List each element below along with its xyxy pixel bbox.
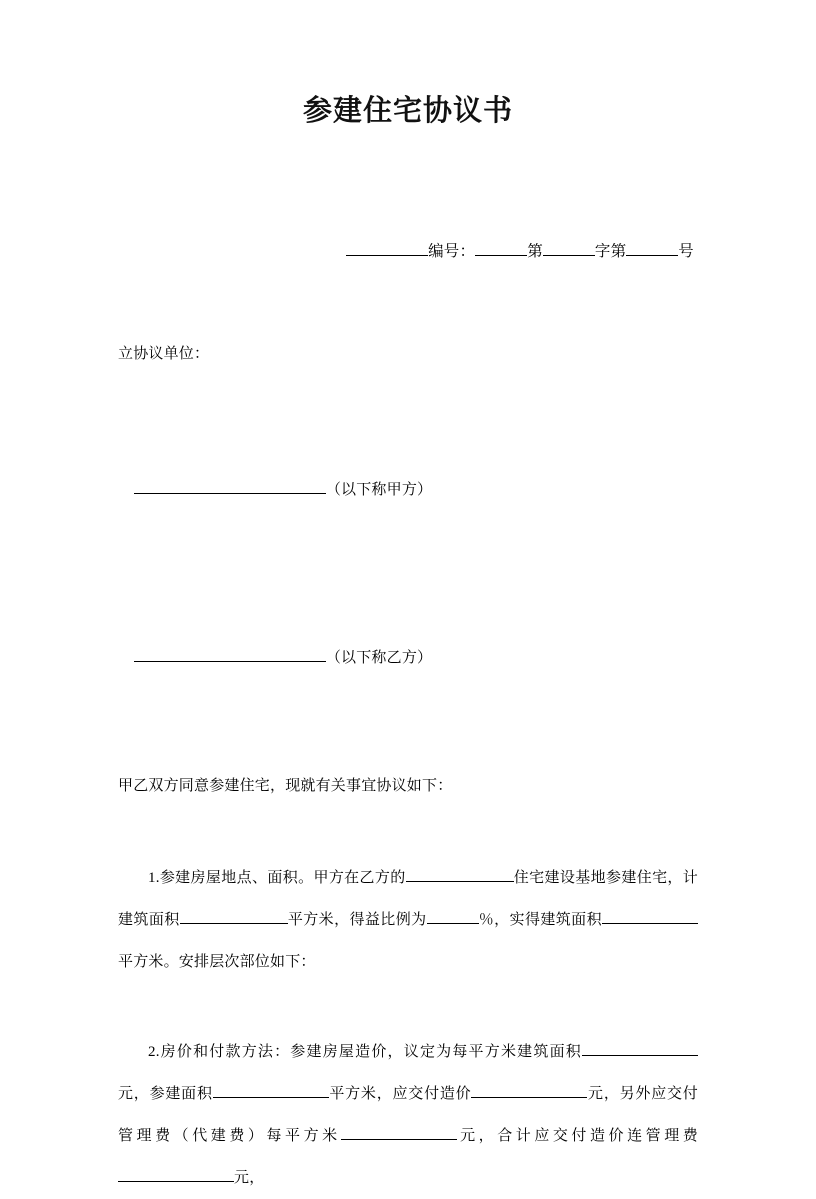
clause-1-seg-0: 参建房屋地点、面积。甲方在乙方的 [159, 870, 406, 886]
parties-heading: 立协议单位： [118, 346, 210, 362]
party-a-line [118, 427, 698, 553]
number-seg-2: 字第 [594, 243, 627, 260]
clause-1-seg-3: ％，实得建筑面积 [478, 912, 602, 928]
clause-1-seg-1: 住宅建设基地参建住宅，计建筑面积 [118, 870, 699, 928]
party-a-label: （以下称甲方） [325, 482, 433, 498]
clause-2-seg-2: 平方米，应交付造价 [328, 1086, 472, 1102]
intro-paragraph: 甲乙双方同意参建住宅，现就有关事宜协议如下： [118, 778, 453, 794]
clause-2-seg-5: 元， [234, 1170, 265, 1186]
clause-2-seg-3: 元，另外应交付管理费（代建费）每平方米 [118, 1086, 699, 1144]
clause-2-text [118, 1031, 698, 1199]
clause-1-blank-0[interactable] [406, 881, 514, 882]
clause-2-blank-2[interactable] [471, 1097, 587, 1098]
clause-1-blank-3[interactable] [602, 923, 698, 924]
clause-2-blank-1[interactable] [213, 1097, 329, 1098]
party-b-line [118, 595, 698, 721]
number-label: 编号： [428, 243, 476, 260]
party-b-label: （以下称乙方） [325, 650, 433, 666]
clause-1-blank-1[interactable] [180, 923, 288, 924]
clause-1-seg-2: 平方米，得益比例为 [287, 912, 427, 928]
number-blank-3[interactable] [626, 255, 678, 256]
clause-2-number: 2. [148, 1044, 160, 1060]
contract-number-line [118, 239, 698, 261]
number-seg-3: 号 [678, 243, 694, 260]
clause-2-seg-1: 元，参建面积 [118, 1086, 213, 1102]
number-seg-1: 第 [527, 243, 543, 260]
page-title: 参建住宅协议书 [302, 93, 513, 127]
number-blank-0[interactable] [346, 255, 428, 256]
clause-1-text [118, 857, 698, 983]
clause-2-blank-4[interactable] [118, 1181, 234, 1182]
clause-2-seg-4: 元，合计应交付造价连管理费 [456, 1128, 698, 1144]
clause-1 [118, 857, 698, 983]
clause-2-seg-0: 房价和付款方法：参建房屋造价，议定为每平方米建筑面积 [159, 1044, 582, 1060]
clause-1-blank-2[interactable] [427, 923, 479, 924]
clause-2-blank-3[interactable] [341, 1139, 457, 1140]
number-blank-2[interactable] [543, 255, 595, 256]
clause-1-number: 1. [148, 870, 160, 886]
clause-1-seg-4: 平方米。安排层次部位如下： [118, 954, 316, 970]
party-b-blank[interactable] [134, 661, 326, 662]
number-blank-1[interactable] [475, 255, 527, 256]
clause-2 [118, 1031, 698, 1199]
party-a-blank[interactable] [134, 493, 326, 494]
